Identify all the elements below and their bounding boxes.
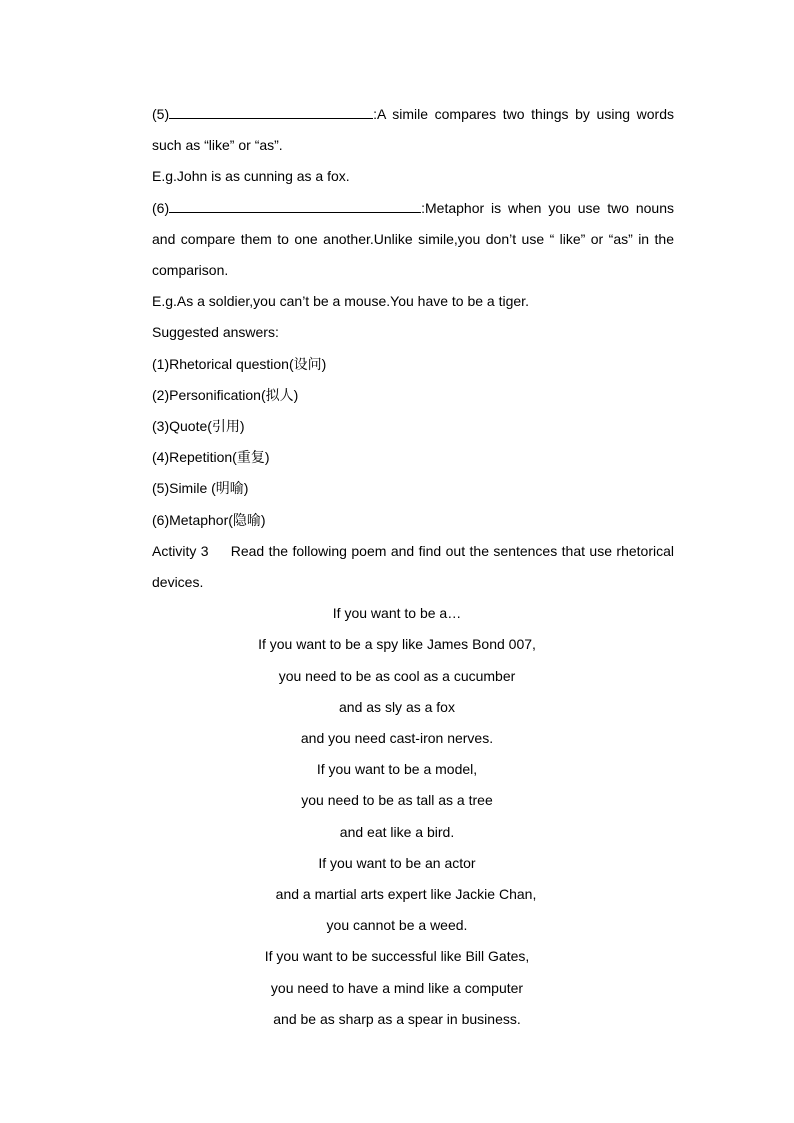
answer-item: (4)Repetition(重复)	[152, 449, 270, 466]
poem-line: If you want to be an actor	[318, 854, 476, 871]
answer-item: (5)Simile (明喻)	[152, 480, 249, 497]
poem-line: and you need cast-iron nerves.	[300, 730, 494, 747]
poem-line: If you want to be successful like Bill Gates,	[264, 948, 530, 965]
activity-instruction-paragraph	[120, 536, 674, 598]
item-6-definition: :Metaphor is when you use two nouns and compare them to one another.Unlike simile,you don’t use “ like” or “as” in the comparison.	[152, 199, 674, 279]
item-6-number: (6)	[152, 199, 170, 216]
item-5-example: E.g.John is as cunning as a fox.	[152, 168, 350, 185]
document-content	[120, 99, 674, 1035]
answer-item: (1)Rhetorical question(设问)	[152, 355, 327, 372]
item-6-answer-blank[interactable]	[169, 196, 421, 213]
poem-title: If you want to be a…	[332, 605, 462, 622]
activity-instruction: Read the following poem and find out the sentences that use rhetorical devices.	[152, 542, 675, 591]
activity-label: Activity 3	[152, 542, 209, 559]
answer-item: (3)Quote(引用)	[152, 418, 245, 435]
item-5-number: (5)	[152, 106, 170, 122]
poem-line: and eat like a bird.	[339, 823, 455, 840]
exercise-item-6	[120, 193, 674, 287]
poem-line: you need to be as cool as a cucumber	[278, 667, 516, 684]
poem-line: you cannot be a weed.	[326, 917, 468, 934]
item-5-answer-blank[interactable]	[169, 102, 373, 119]
item-5-definition: :A simile compares two things by using words such as “like” or “as”.	[152, 106, 674, 154]
item-6-example: E.g.As a soldier,you can’t be a mouse.You have to be a tiger.	[152, 293, 529, 310]
poem	[120, 598, 674, 1035]
poem-line: If you want to be a spy like James Bond 007,	[258, 636, 536, 653]
poem-line: you need to have a mind like a computer	[270, 979, 524, 996]
answers-heading: Suggested answers:	[152, 324, 279, 341]
answer-item: (6)Metaphor(隐喻)	[152, 511, 266, 528]
poem-line: If you want to be a model,	[316, 761, 478, 778]
poem-line: you need to be as tall as a tree	[301, 792, 493, 809]
exercise-item-5	[120, 99, 674, 161]
poem-line: and a martial arts expert like Jackie Chan,	[275, 886, 537, 903]
answer-item: (2)Personification(拟人)	[152, 386, 299, 403]
poem-line: and be as sharp as a spear in business.	[273, 1010, 521, 1027]
poem-line: and as sly as a fox	[339, 698, 455, 715]
